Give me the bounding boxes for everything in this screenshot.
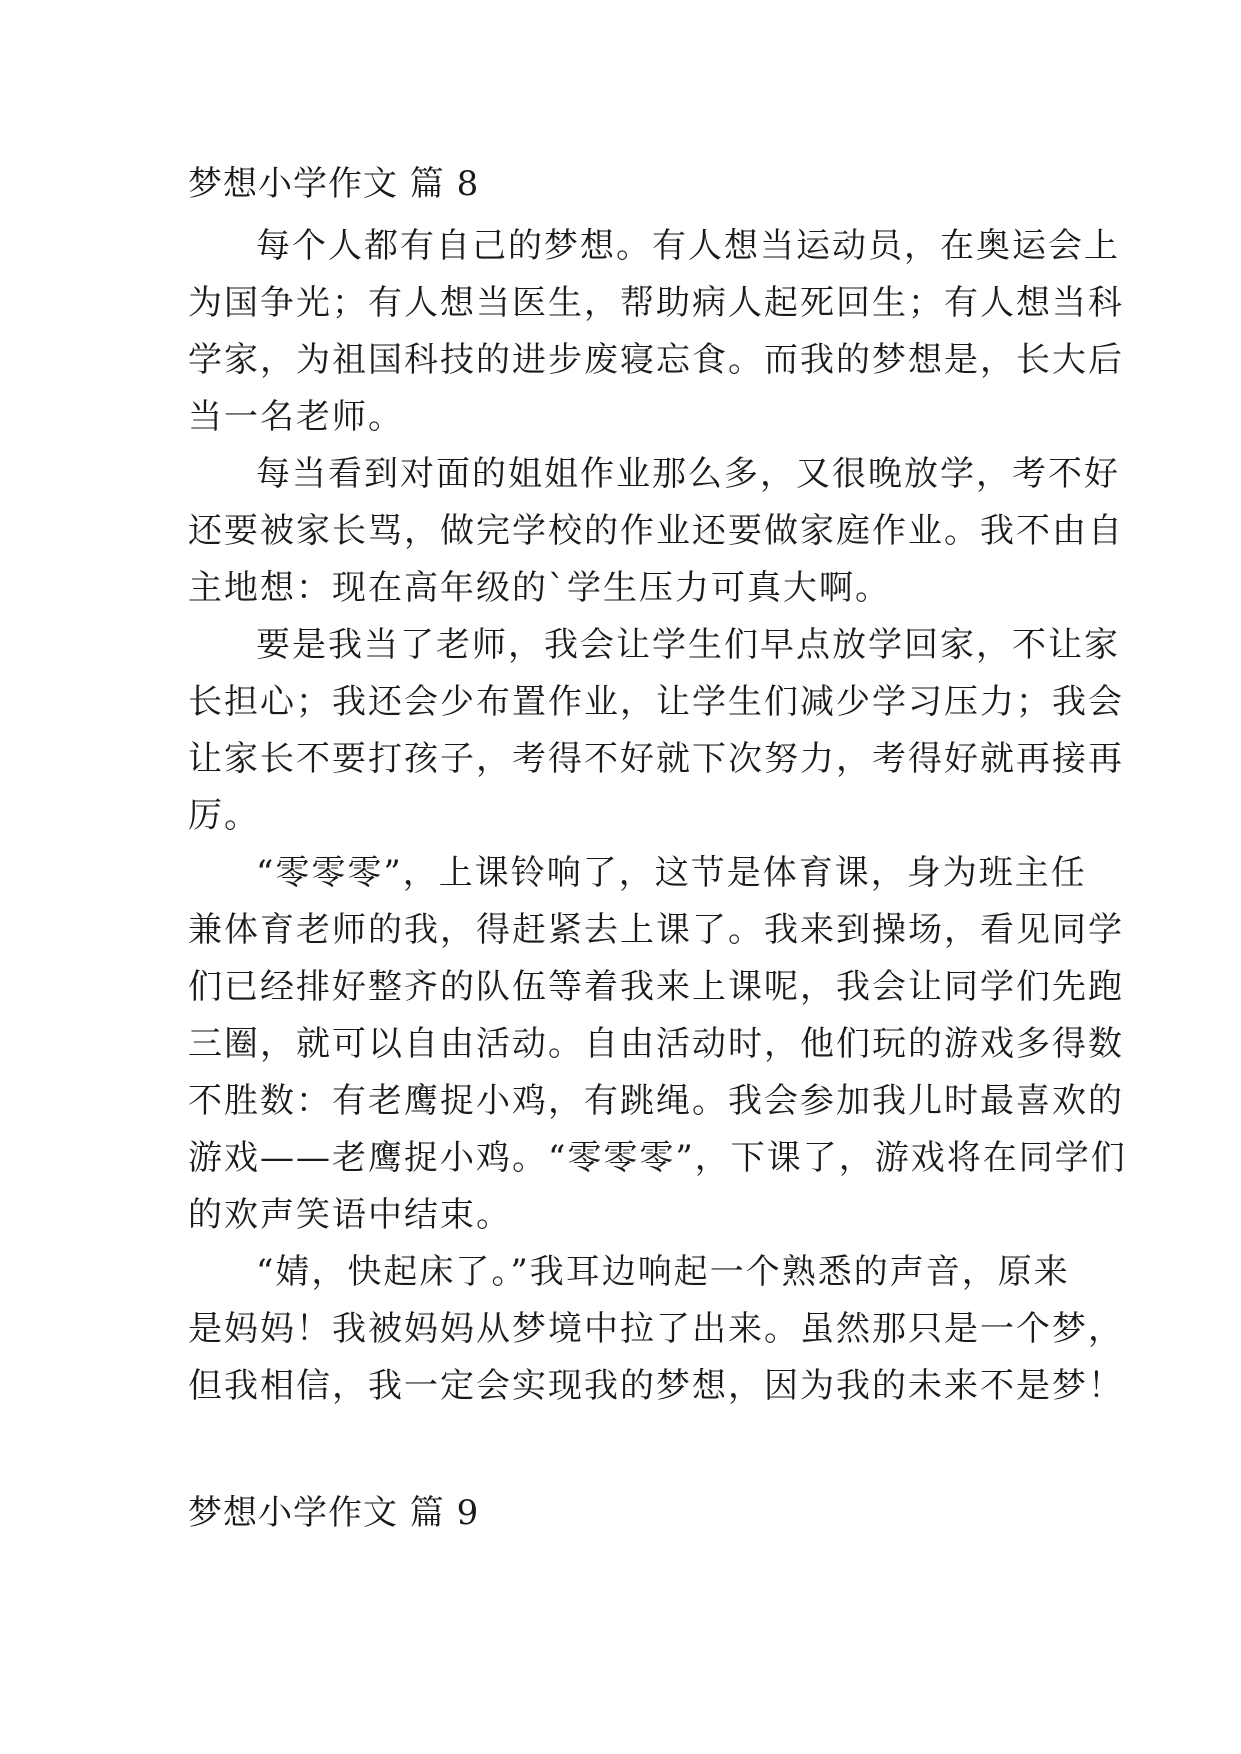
essay-8-heading: 梦想小学作文 篇 8 — [188, 164, 480, 204]
paragraph-line: 要是我当了老师，我会让学生们早点放学回家，不让家 — [256, 625, 1120, 665]
paragraph-line: 长担心；我还会少布置作业，让学生们减少学习压力；我会 — [188, 682, 1124, 722]
essay-9-heading: 梦想小学作文 篇 9 — [188, 1493, 480, 1533]
paragraph-line: 学家，为祖国科技的进步废寝忘食。而我的梦想是，长大后 — [188, 340, 1124, 380]
paragraph-line: 厉。 — [188, 796, 260, 836]
paragraph-line: 游戏——老鹰捉小鸡。“零零零”，下课了，游戏将在同学们 — [188, 1138, 1127, 1178]
paragraph-line: 为国争光；有人想当医生，帮助病人起死回生；有人想当科 — [188, 283, 1124, 323]
paragraph-line: 每当看到对面的姐姐作业那么多，又很晚放学，考不好 — [256, 454, 1120, 494]
paragraph-line: 们已经排好整齐的队伍等着我来上课呢，我会让同学们先跑 — [188, 967, 1124, 1007]
paragraph-line: 每个人都有自己的梦想。有人想当运动员，在奥运会上 — [256, 226, 1120, 266]
paragraph-line: 不胜数：有老鹰捉小鸡，有跳绳。我会参加我儿时最喜欢的 — [188, 1081, 1124, 1121]
paragraph-line: 但我相信，我一定会实现我的梦想，因为我的未来不是梦！ — [188, 1366, 1124, 1406]
paragraph-line: 的欢声笑语中结束。 — [188, 1195, 512, 1235]
paragraph-line: 是妈妈！我被妈妈从梦境中拉了出来。虽然那只是一个梦， — [188, 1309, 1124, 1349]
paragraph-line: “婧，快起床了。”我耳边响起一个熟悉的声音，原来 — [256, 1252, 1070, 1292]
paragraph-line: 三圈，就可以自由活动。自由活动时，他们玩的游戏多得数 — [188, 1024, 1124, 1064]
paragraph-line: 当一名老师。 — [188, 397, 404, 437]
paragraph-line: 兼体育老师的我，得赶紧去上课了。我来到操场，看见同学 — [188, 910, 1124, 950]
paragraph-line: “零零零”，上课铃响了，这节是体育课，身为班主任 — [256, 853, 1087, 893]
paragraph-line: 主地想：现在高年级的`学生压力可真大啊。 — [188, 568, 891, 608]
paragraph-line: 让家长不要打孩子，考得不好就下次努力，考得好就再接再 — [188, 739, 1124, 779]
paragraph-line: 还要被家长骂，做完学校的作业还要做家庭作业。我不由自 — [188, 511, 1124, 551]
